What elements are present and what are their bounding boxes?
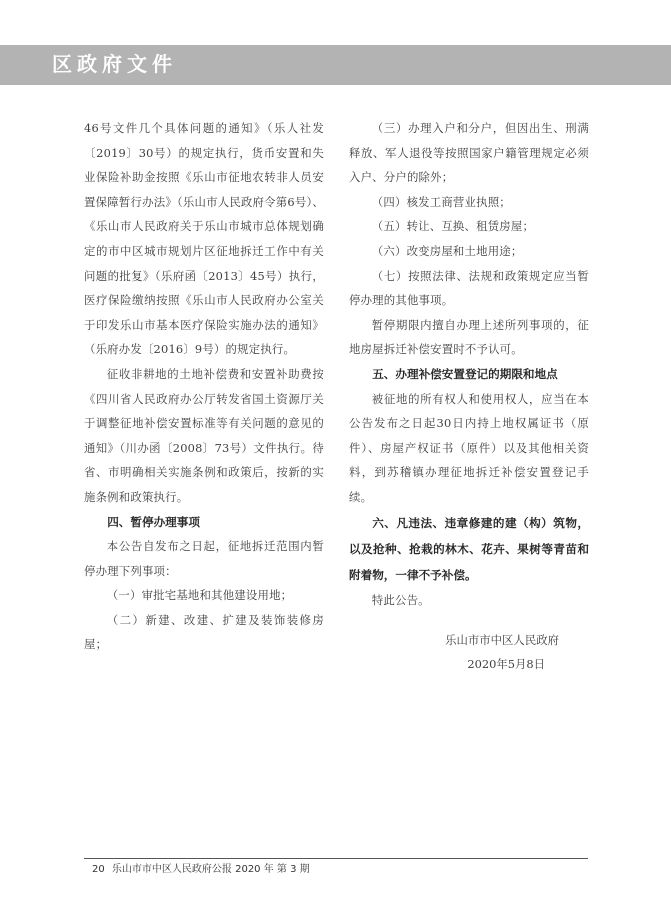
section-title: 区政府文件 bbox=[52, 52, 177, 76]
section-heading: 四、暂停办理事项 bbox=[107, 514, 200, 529]
footer-rule bbox=[84, 858, 588, 859]
footer bbox=[92, 862, 310, 878]
closing-line: 特此公告。 bbox=[371, 592, 430, 607]
list-item: （一）审批宅基地和其他建设用地； bbox=[106, 588, 293, 603]
issue-date: 2020年5月8日 bbox=[467, 657, 545, 672]
paragraph: 本公告自发布之日起，征地拆迁范围内暂停办理下列事项： bbox=[84, 539, 324, 578]
paragraph: 被征地的所有权人和使用权人，应当在本公告发布之日起30日内持上地权属证书（原件）、房屋产权证书（原件）以及其他相关资料，到苏稽镇办理征地拆迁补偿安置登记手续。 bbox=[349, 391, 589, 504]
paragraph: 暂停期限内擅自办理上述所列事项的，征地房屋拆迁补偿安置时不予认可。 bbox=[349, 317, 589, 357]
list-item: （七）按照法律、法规和政策规定应当暂停办理的其他事项。 bbox=[349, 268, 589, 308]
list-item: （五）转让、互换、租赁房屋； bbox=[371, 219, 535, 234]
list-item: （六）改变房屋和土地用途； bbox=[371, 243, 523, 258]
list-item: （三）办理入户和分户，但因出生、刑满释放、军人退役等按照国家户籍管理规定必须入户、分户的除外； bbox=[349, 121, 589, 185]
left-column bbox=[84, 116, 324, 657]
paragraph: 征收非耕地的土地补偿费和安置补助费按《四川省人民政府办公厅转发省国土资源厅关于调整征地补偿安置标准等有关问题的意见的通知》（川办函〔2008〕73号）文件执行。待省、市明确相关实施条例和政策后，按新的实施条例和政策执行。 bbox=[84, 366, 324, 504]
list-item: （二）新建、改建、扩建及装饰装修房屋； bbox=[84, 612, 324, 652]
paragraph: 46号文件几个具体问题的通知》（乐人社发〔2019〕30号）的规定执行，货币安置和失业保险补助金按照《乐山市征地农转非人员安置保障暂行办法》（乐山市人民政府令第6号）、《乐山市人民政府关于乐山市城市总体规划确定的市中区城市规划片区征地拆迁工作中有关问题的批复》（乐府函〔2013〕45号）执行，医疗保险缴纳按照《乐山市人民政府办公室关于印发乐山市基本医疗保险实施办法的通知》（乐府办发〔2016〕9号）的规定执行。 bbox=[84, 121, 324, 357]
publication-name: 乐山市市中区人民政府公报 2020 年 第 3 期 bbox=[111, 864, 310, 875]
issuer-name: 乐山市市中区人民政府 bbox=[445, 633, 559, 648]
right-column bbox=[349, 116, 589, 676]
list-item: （四）核发工商营业执照； bbox=[371, 194, 511, 209]
section-heading: 五、办理补偿安置登记的期限和地点 bbox=[372, 366, 558, 381]
bold-paragraph: 六、凡违法、违章修建的建（构）筑物，以及抢种、抢栽的林木、花卉、果树等青苗和附着物，一律不予补偿。 bbox=[349, 515, 589, 582]
page-number: 20 bbox=[92, 864, 105, 875]
